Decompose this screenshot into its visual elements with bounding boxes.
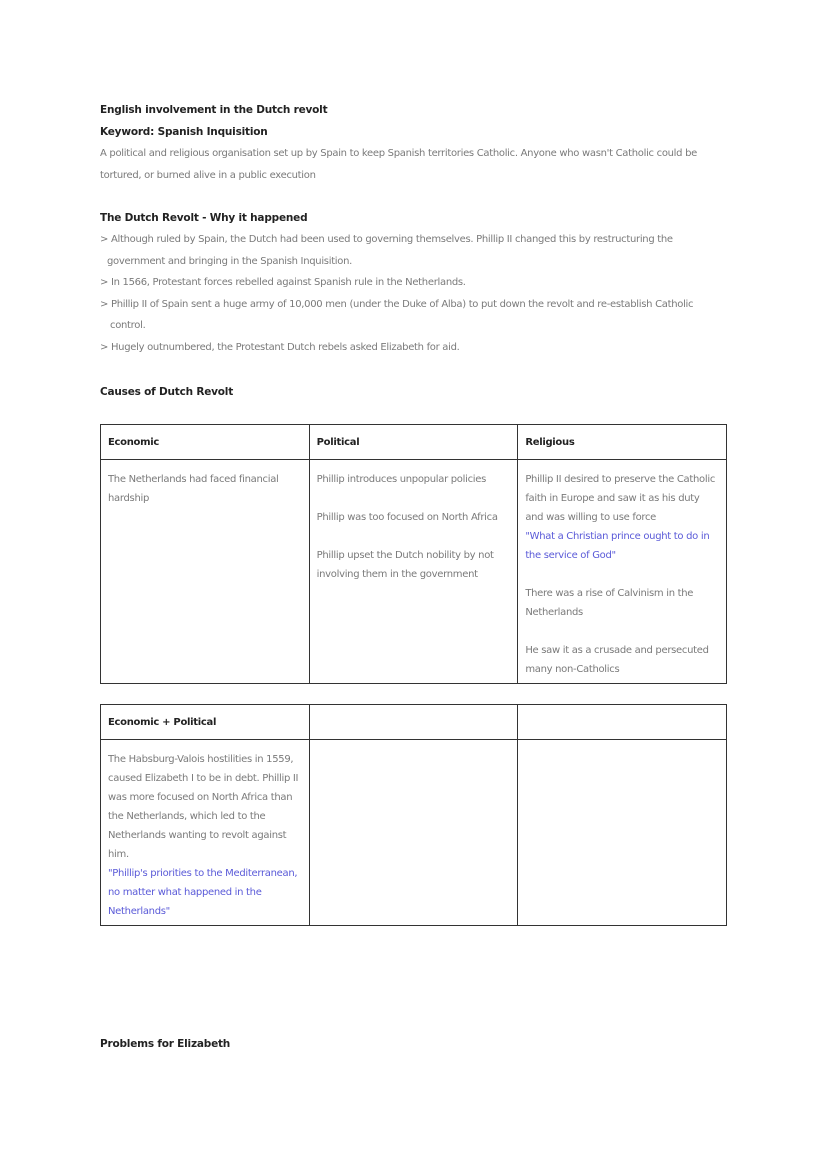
keyword-heading: Keyword: Spanish Inquisition xyxy=(100,126,268,138)
text-line: A political and religious organisation set up by Spain to keep Spanish territories Catholic. Anyone who wasn't Catholic could be xyxy=(100,148,697,159)
cell-text: Phillip was too focused on North Africa xyxy=(316,512,498,523)
cell-text: Phillip II desired to preserve the Catholic faith in Europe and saw it as his duty and was willing to use force xyxy=(525,474,716,523)
column-header-religious: Religious xyxy=(518,425,727,460)
page-title: English involvement in the Dutch revolt xyxy=(100,104,328,116)
text-line: tortured, or burned alive in a public execution xyxy=(100,169,316,181)
list-item: > In 1566, Protestant forces rebelled against Spanish rule in the Netherlands. xyxy=(100,277,466,289)
column-header-economic: Economic xyxy=(101,425,310,460)
list-item-continued: control. xyxy=(110,320,146,332)
cell-text: Phillip upset the Dutch nobility by not involving them in the government xyxy=(316,550,494,580)
list-item: > Although ruled by Spain, the Dutch had been used to governing themselves. Phillip II changed this by restructuring the xyxy=(100,234,673,245)
list-item: > Phillip II of Spain sent a huge army of 10,000 men (under the Duke of Alba) to put down the revolt and re-establish Catholic xyxy=(100,298,694,310)
economic-cell: The Netherlands had faced financial hardship xyxy=(101,460,310,684)
empty-header xyxy=(518,705,727,740)
quote-text: "What a Christian prince ought to do in the service of God" xyxy=(525,531,710,561)
cell-text: He saw it as a crusade and persecuted many non-Catholics xyxy=(525,645,709,675)
empty-header xyxy=(309,705,518,740)
cell-text: Phillip introduces unpopular policies xyxy=(316,474,487,485)
political-cell xyxy=(309,460,518,684)
problems-heading: Problems for Elizabeth xyxy=(100,1038,231,1050)
keyword-definition xyxy=(100,143,730,186)
religious-cell xyxy=(518,460,727,684)
economic-political-table xyxy=(100,704,727,926)
causes-heading: Causes of Dutch Revolt xyxy=(100,386,234,398)
column-header-political: Political xyxy=(309,425,518,460)
empty-cell xyxy=(309,740,518,926)
cell-text: There was a rise of Calvinism in the Netherlands xyxy=(525,588,694,618)
cell-text: The Habsburg-Valois hostilities in 1559, caused Elizabeth I to be in debt. Phillip II was more focused on North Africa than the Netherlands, which led to the Netherlands wanting to revolt against him. xyxy=(108,754,299,860)
column-header-economic-political: Economic + Political xyxy=(101,705,310,740)
empty-cell xyxy=(518,740,727,926)
list-item-continued: government and bringing in the Spanish Inquisition. xyxy=(107,255,353,267)
quote-text: "Phillip's priorities to the Mediterranean, no matter what happened in the Netherlands" xyxy=(108,868,298,917)
list-item: > Hugely outnumbered, the Protestant Dutch rebels asked Elizabeth for aid. xyxy=(100,341,460,353)
why-list xyxy=(100,229,730,359)
causes-table xyxy=(100,424,727,684)
why-heading: The Dutch Revolt - Why it happened xyxy=(100,212,308,224)
economic-political-cell xyxy=(101,740,310,926)
